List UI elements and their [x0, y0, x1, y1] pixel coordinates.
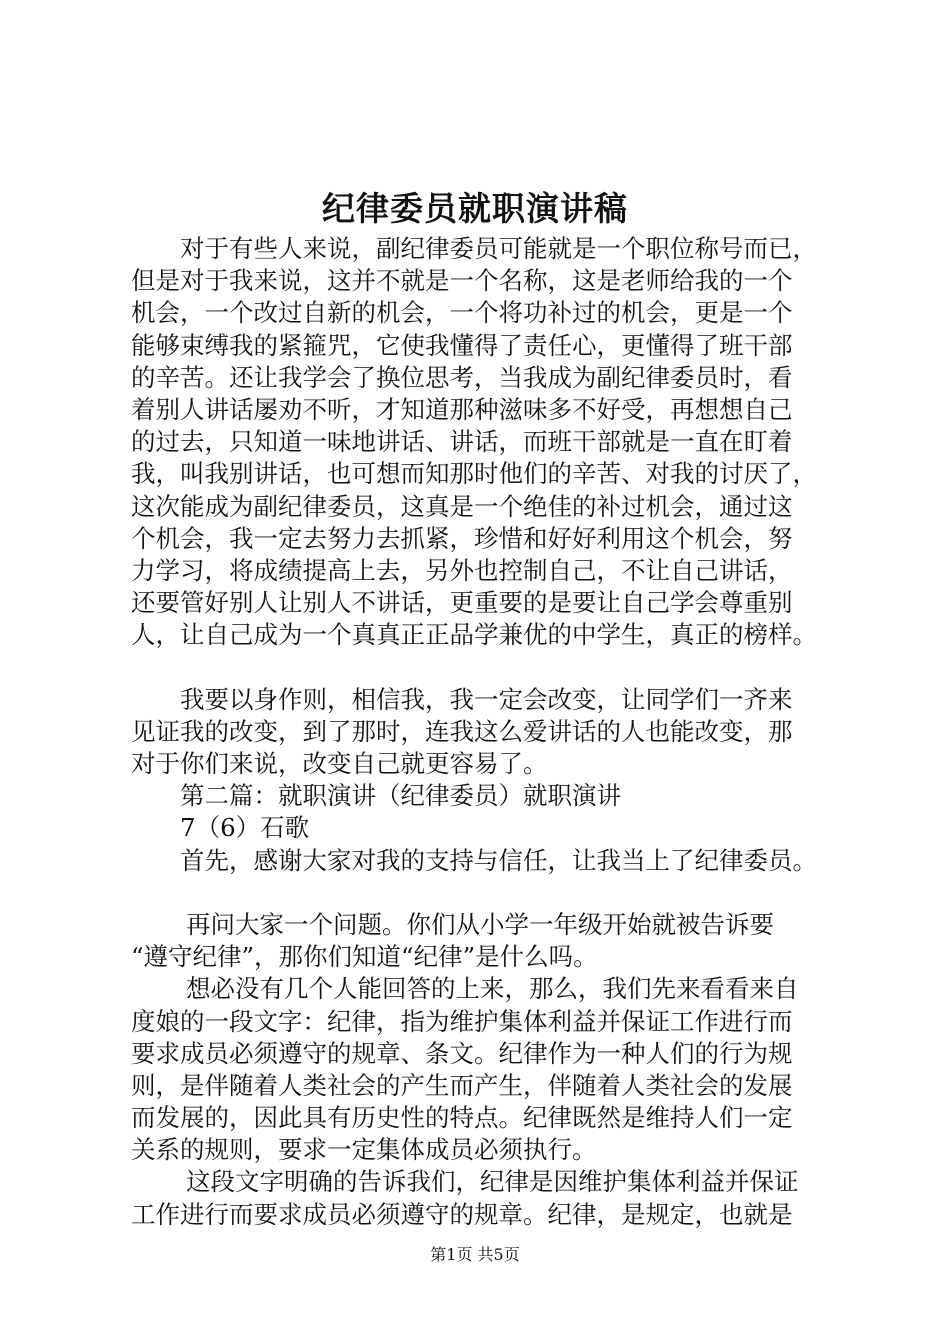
part-two-heading: 第二篇：就职演讲（纪律委员）就职演讲 — [180, 781, 621, 811]
author-line: 7（6）石歌 — [180, 813, 310, 843]
page-number-footer: 第1页 共5页 — [430, 1245, 520, 1264]
document-body — [131, 233, 851, 1231]
paragraph-line: 度娘的一段文字：纪律，指为维护集体利益并保证工作进行而 — [131, 1006, 793, 1036]
paragraph-2 — [131, 684, 851, 781]
paragraph-line: 这段文字明确的告诉我们，纪律是因维护集体利益并保证 — [186, 1167, 799, 1197]
paragraph-line: 能够束缚我的紧箍咒，它使我懂得了责任心，更懂得了班干部 — [131, 330, 793, 360]
paragraph-line: 的辛苦。还让我学会了换位思考，当我成为副纪律委员时，看 — [131, 362, 793, 392]
paragraph-line: 对于有些人来说，副纪律委员可能就是一个职位称号而已， — [180, 234, 817, 263]
paragraph-3 — [131, 909, 851, 973]
paragraph-1 — [131, 233, 851, 651]
paragraph-line: 想必没有几个人能回答的上来，那么，我们先来看看来自 — [186, 974, 799, 1004]
paragraph-line: 见证我的改变，到了那时，连我这么爱讲话的人也能改变，那 — [131, 716, 793, 746]
paragraph-line: 力学习，将成绩提高上去，另外也控制自己，不让自己讲话， — [131, 555, 793, 585]
paragraph-5 — [131, 1166, 851, 1230]
paragraph-line: 人，让自己成为一个真真正正品学兼优的中学生，真正的榜样。 — [131, 620, 817, 650]
paragraph-line: 机会，一个改过自新的机会，一个将功补过的机会，更是一个 — [131, 298, 793, 328]
paragraph-line: 但是对于我来说，这并不就是一个名称，这是老师给我的一个 — [131, 266, 793, 296]
paragraph-line: 的过去，只知道一味地讲话、讲话，而班干部就是一直在盯着 — [131, 427, 793, 457]
paragraph-line: 这次能成为副纪律委员，这真是一个绝佳的补过机会，通过这 — [131, 491, 793, 521]
thanks-line: 首先，感谢大家对我的支持与信任，让我当上了纪律委员。 — [180, 845, 817, 875]
paragraph-line: 我要以身作则，相信我，我一定会改变，让同学们一齐来 — [180, 684, 793, 714]
blank-line — [131, 877, 851, 909]
paragraph-line: 再问大家一个问题。你们从小学一年级开始就被告诉要 — [186, 909, 774, 939]
paragraph-line: 则，是伴随着人类社会的产生而产生，伴随着人类社会的发展 — [131, 1070, 793, 1100]
paragraph-line: 着别人讲话屡劝不听，才知道那种滋味多不好受，再想想自己 — [131, 394, 793, 424]
paragraph-line: 对于你们来说，改变自己就更容易了。 — [131, 749, 548, 778]
paragraph-4 — [131, 973, 851, 1166]
blank-line — [131, 651, 851, 683]
paragraph-line: 我，叫我别讲话，也可想而知那时他们的辛苦、对我的讨厌了， — [131, 459, 817, 489]
paragraph-line: 而发展的，因此具有历史性的特点。纪律既然是维持人们一定 — [131, 1103, 793, 1133]
paragraph-line: 关系的规则，要求一定集体成员必须执行。 — [131, 1135, 597, 1165]
paragraph-line: 要求成员必须遵守的规章、条文。纪律作为一种人们的行为规 — [131, 1038, 793, 1068]
paragraph-line: 还要管好别人让别人不讲话，更重要的是要让自己学会尊重别 — [131, 588, 793, 618]
paragraph-line: 工作进行而要求成员必须遵守的规章。纪律，是规定，也就是 — [131, 1199, 793, 1229]
paragraph-line: 个机会，我一定去努力去抓紧，珍惜和好好利用这个机会，努 — [131, 523, 793, 553]
document-title: 纪律委员就职演讲稿 — [322, 189, 628, 228]
paragraph-line: “遵守纪律”，那你们知道“纪律”是什么吗。 — [131, 942, 598, 972]
